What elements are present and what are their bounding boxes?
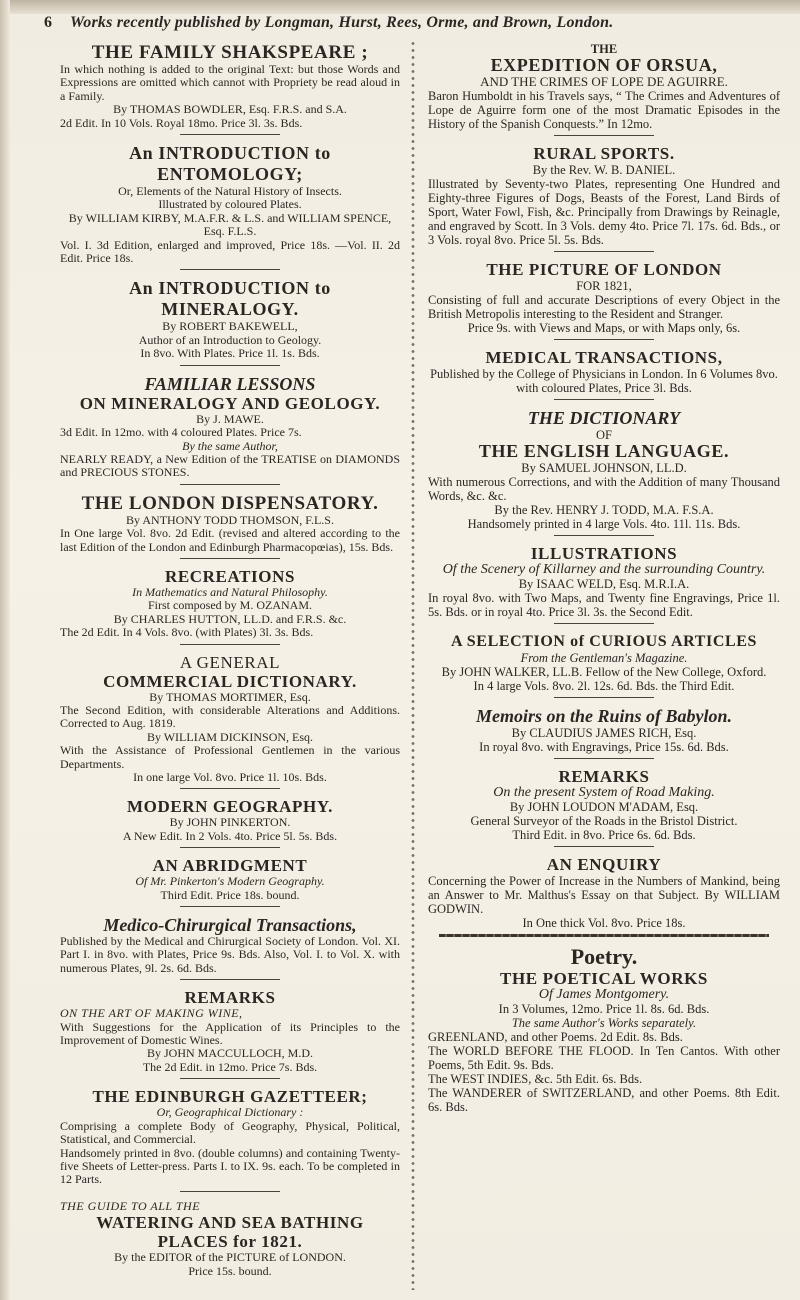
entry-line: AND THE CRIMES OF LOPE DE AGUIRRE. — [480, 74, 728, 89]
entry-shakespeare — [60, 42, 400, 135]
entry-line: By JOHN LOUDON M'ADAM, Esq. — [509, 800, 699, 814]
entry-line: The same Author's Works separately. — [511, 1016, 697, 1030]
entry-poetry — [428, 945, 780, 1114]
separator-rule — [554, 535, 654, 536]
separator-rule — [180, 788, 280, 789]
entry-title: ILLUSTRATIONS — [530, 544, 678, 563]
entry-line: Third Edit. Price 18s. bound. — [160, 887, 300, 902]
left-column — [60, 42, 400, 1286]
entry-subtitle: THE ENGLISH LANGUAGE. — [478, 441, 730, 461]
entry-title: REMARKS — [558, 767, 650, 786]
entry-line: By ISAAC WELD, Esq. M.R.I.A. — [518, 577, 690, 591]
column-divider — [408, 40, 418, 1290]
entry-subtitle: FOR 1821, — [576, 279, 632, 293]
entry-title: An INTRODUCTION to MINERALOGY. — [129, 278, 331, 320]
entry-killarney — [428, 544, 780, 624]
entry-line: The 2d Edit. in 12mo. Price 7s. Bds. — [142, 1059, 318, 1074]
entry-line: NEARLY READY, a New Edition of the TREATISE on DIAMONDS and PRECIOUS STONES. — [60, 451, 400, 480]
separator-rule — [554, 758, 654, 759]
separator-rule — [180, 134, 280, 135]
entry-line: In royal 8vo. with Engravings, Price 15s. 6d. Bds. — [479, 740, 729, 754]
entry-curious-articles — [428, 632, 780, 698]
entry-subtitle: COMMERCIAL DICTIONARY. — [103, 671, 357, 691]
separator-rule-heavy — [439, 934, 769, 937]
right-column — [428, 42, 780, 1122]
entry-line: In one large Vol. 8vo. Price 1l. 10s. Bds. — [133, 770, 327, 784]
entry-title: RURAL SPORTS. — [533, 144, 675, 163]
entry-line: By the EDITOR of the PICTURE of LONDON. — [114, 1250, 346, 1265]
entry-johnson-dictionary — [428, 408, 780, 536]
entry-line: From the Gentleman's Magazine. — [520, 651, 688, 665]
entry-gazetteer — [60, 1087, 400, 1191]
entry-line: GREENLAND, and other Poems. 2d Edit. 8s. Bds. — [428, 1030, 683, 1044]
separator-rule — [180, 847, 280, 848]
separator-rule — [554, 623, 654, 624]
entry-line: In One large Vol. 8vo. 2d Edit. (revised and altered according to the last Edition of the London and Edinburgh Pharmacopœias), 15s. Bds. — [60, 526, 400, 554]
entry-line: The Second Edition, with considerable Alterations and Additions. Corrected to Aug. 1819. — [60, 702, 400, 731]
entry-wine — [60, 988, 400, 1079]
entry-subtitle: ON THE ART OF MAKING WINE, — [60, 1006, 243, 1021]
entry-title: AN ENQUIRY — [546, 855, 662, 874]
entry-title: THE — [590, 42, 618, 56]
entry-line: Or, Elements of the Natural History of Insects. — [118, 184, 342, 199]
entry-line: With numerous Corrections, and with the Addition of many Thousand Words, &c. &c. — [428, 475, 780, 503]
separator-rule — [180, 484, 280, 485]
entry-line: By J. MAWE. — [196, 411, 264, 426]
entry-title: Memoirs on the Ruins of Babylon. — [475, 706, 733, 726]
entry-title: THE EDINBURGH GAZETTEER; — [92, 1087, 368, 1107]
entry-line: Published by the College of Physicians in London. In 6 Volumes 8vo. with coloured Plates, Price 3l. Bds. — [430, 367, 778, 395]
running-title: Works recently published by Longman, Hurst, Rees, Orme, and Brown, London. — [70, 14, 614, 31]
entry-rural-sports — [428, 144, 780, 252]
entry-line: By JOHN MACCULLOCH, M.D. — [146, 1046, 313, 1061]
entry-commercial-dictionary — [60, 653, 400, 790]
entry-line: General Surveyor of the Roads in the Bristol District. — [470, 814, 738, 828]
separator-rule — [180, 365, 280, 366]
entry-picture-of-london — [428, 260, 780, 340]
entry-line: By SAMUEL JOHNSON, LL.D. — [521, 461, 687, 475]
entry-line: Illustrated by coloured Plates. — [158, 197, 302, 212]
entry-subtitle: EXPEDITION OF ORSUA, — [490, 55, 718, 75]
page-number: 6 — [44, 14, 52, 31]
entry-title: A GENERAL — [179, 652, 281, 672]
entry-line: In Mathematics and Natural Philosophy. — [132, 584, 328, 599]
entry-line: By JOHN PINKERTON. — [169, 815, 291, 830]
entry-line: By THOMAS BOWDLER, Esq. F.R.S. and S.A. — [113, 102, 347, 117]
page-spine-shadow — [0, 0, 10, 1300]
entry-line: The WORLD BEFORE THE FLOOD. In Ten Cantos. With other Poems, 5th Edit. 9s. Bds. — [428, 1044, 780, 1072]
entry-title: THE FAMILY SHAKSPEARE ; — [91, 42, 369, 63]
entry-line: The WEST INDIES, &c. 5th Edit. 6s. Bds. — [428, 1072, 643, 1086]
entry-dispensatory — [60, 493, 400, 559]
separator-rule — [554, 697, 654, 698]
separator-rule — [180, 558, 280, 559]
entry-title: MEDICAL TRANSACTIONS, — [485, 348, 723, 367]
entry-line: With the Assistance of Professional Gentlemen in the various Departments. — [60, 743, 400, 771]
separator-rule — [554, 399, 654, 400]
entry-watering-places — [60, 1200, 400, 1278]
page-edge-shadow — [0, 0, 800, 14]
entry-title: THE DICTIONARY — [527, 408, 681, 428]
entry-line: In One thick Vol. 8vo. Price 18s. — [522, 916, 686, 930]
entry-title: MODERN GEOGRAPHY. — [126, 797, 334, 817]
entry-line: By CLAUDIUS JAMES RICH, Esq. — [511, 726, 697, 740]
entry-title: RECREATIONS — [164, 566, 296, 586]
entry-line: Of James Montgomery. — [538, 987, 670, 1002]
entry-line: Of the Scenery of Killarney and the surrounding Country. — [442, 562, 766, 577]
entry-line: In which nothing is added to the original Text: but those Words and Expressions are omitted which cannot with Propriety be read aloud in a Family. — [60, 62, 400, 103]
entry-line: By CHARLES HUTTON, LL.D. and F.R.S. &c. — [113, 611, 347, 626]
entry-title: FAMILIAR LESSONS — [144, 373, 316, 394]
entry-entomology — [60, 143, 400, 270]
separator-rule — [180, 269, 280, 270]
entry-line: By THOMAS MORTIMER, Esq. — [149, 689, 311, 704]
entry-title: THE LONDON DISPENSATORY. — [81, 492, 379, 514]
entry-line: In 4 large Vols. 8vo. 2l. 12s. 6d. Bds. the Third Edit. — [473, 679, 735, 693]
entry-enquiry — [428, 855, 780, 937]
entry-line: First composed by M. OZANAM. — [148, 598, 312, 613]
separator-rule — [180, 979, 280, 980]
entry-line: By ROBERT BAKEWELL, — [162, 319, 298, 334]
entry-line: By WILLIAM KIRBY, M.A.F.R. & L.S. and WILLIAM SPENCE, Esq. F.L.S. — [68, 210, 392, 239]
entry-title: THE GUIDE TO ALL THE — [60, 1198, 201, 1213]
entry-medical-transactions — [428, 348, 780, 400]
separator-rule — [180, 906, 280, 907]
entry-title: A SELECTION of CURIOUS ARTICLES — [450, 633, 758, 650]
entry-line: A New Edit. In 2 Vols. 4to. Price 5l. 5s. Bds. — [122, 828, 338, 843]
separator-rule — [554, 846, 654, 847]
entry-line: The WANDERER of SWITZERLAND, and other Poems. 8th Edit. 6s. Bds. — [428, 1086, 780, 1114]
entry-title: AN ABRIDGMENT — [152, 856, 308, 876]
entry-medico-chirurgical — [60, 915, 400, 980]
entry-line: By the same Author, — [182, 438, 278, 453]
entry-line: By ANTHONY TODD THOMSON, F.L.S. — [126, 512, 334, 527]
entry-line: With Suggestions for the Application of its Principles to the Improvement of Domestic Wines. — [60, 1019, 400, 1048]
entry-mineralogy — [60, 278, 400, 365]
entry-title: REMARKS — [184, 988, 276, 1008]
separator-rule — [180, 1078, 280, 1079]
separator-rule — [180, 644, 280, 645]
entry-modern-geography — [60, 797, 400, 848]
entry-line: By WILLIAM DICKINSON, Esq. — [146, 729, 314, 744]
entry-familiar-lessons — [60, 374, 400, 485]
entry-orsua — [428, 42, 780, 136]
entry-subtitle: WATERING AND SEA BATHING PLACES for 1821. — [96, 1213, 364, 1252]
separator-rule — [554, 251, 654, 252]
running-header — [44, 14, 784, 38]
entry-line: Consisting of full and accurate Descriptions of every Object in the British Metropolis interesting to the Resident and Stranger. — [428, 293, 780, 321]
entry-line: 2d Edit. In 10 Vols. Royal 18mo. Price 3l. 3s. Bds. — [60, 115, 303, 130]
entry-line: Illustrated by Seventy-two Plates, representing One Hundred and Eighty-three Figures of Dogs, Beasts of the Forest, Land Birds of Sport, Water Fowl, Fish, &c. Principally from Drawings by Reinagle, and engraved by Scott. In 3 Vols. demy 4to. Price 7l. 17s. 6d. Bds., or 3 Vols. royal 8vo. Price 5l. 5s. Bds. — [428, 177, 780, 247]
entry-line: Of Mr. Pinkerton's Modern Geography. — [135, 874, 325, 889]
entry-line: By JOHN WALKER, LL.B. Fellow of the New College, Oxford. — [441, 665, 767, 679]
entry-line: 3d Edit. In 12mo. with 4 coloured Plates. Price 7s. — [60, 425, 302, 440]
entry-line: Author of an Introduction to Geology. — [138, 332, 322, 347]
entry-line: On the present System of Road Making. — [493, 785, 715, 800]
entry-line: By the Rev. HENRY J. TODD, M.A. F.S.A. — [494, 503, 714, 517]
entry-line: In royal 8vo. with Two Maps, and Twenty fine Engravings, Price 1l. 5s. Bds. or in royal 4to. Price 3l. 3s. the Second Edit. — [428, 591, 780, 619]
entry-line: Or, Geographical Dictionary : — [156, 1105, 304, 1120]
entry-road-making — [428, 767, 780, 847]
separator-rule — [554, 135, 654, 136]
entry-line: The 2d Edit. In 4 Vols. 8vo. (with Plates) 3l. 3s. Bds. — [60, 625, 314, 640]
entry-subtitle: ON MINERALOGY AND GEOLOGY. — [79, 393, 381, 413]
entry-line: Third Edit. in 8vo. Price 6s. 6d. Bds. — [512, 828, 696, 842]
entry-recreations — [60, 567, 400, 645]
entry-line: Published by the Medical and Chirurgical Society of London. Vol. XI. Part I. in 8vo. with Plates, Price 9s. Bds. Also, Vol. I. to Vol. X. with numerous Plates, 9l. 2s. 6d. Bds. — [60, 934, 400, 975]
separator-rule — [554, 339, 654, 340]
entry-line: Handsomely printed in 8vo. (double columns) and containing Twenty-five Sheets of Letter-press. Parts I. to IX. 9s. each. To be completed in 12 Parts. — [60, 1145, 400, 1187]
entry-line: In 3 Volumes, 12mo. Price 1l. 8s. 6d. Bds. — [498, 1002, 710, 1016]
entry-line: Comprising a complete Body of Geography, Physical, Political, Statistical, and Commercial. — [60, 1118, 400, 1147]
separator-rule — [180, 1191, 280, 1192]
entry-title: An INTRODUCTION to ENTOMOLOGY; — [129, 143, 331, 185]
entry-title: Medico-Chirurgical Transactions, — [103, 915, 357, 936]
entry-line: Vol. I. 3d Edition, enlarged and improved, Price 18s. —Vol. II. 2d Edit. Price 18s. — [60, 237, 400, 266]
entry-subtitle: THE POETICAL WORKS — [500, 969, 708, 988]
entry-babylon — [428, 706, 780, 759]
entry-line: Price 9s. with Views and Maps, or with Maps only, 6s. — [467, 321, 741, 335]
entry-line: By the Rev. W. B. DANIEL. — [532, 163, 676, 177]
section-title: Poetry. — [570, 944, 638, 969]
entry-line: Price 15s. bound. — [188, 1263, 272, 1278]
entry-abridgment — [60, 856, 400, 907]
entry-line: Concerning the Power of Increase in the Numbers of Mankind, being an Answer to Mr. Malthus's Essay on that Subject. By WILLIAM GODWIN. — [428, 874, 780, 916]
entry-line: Handsomely printed in 4 large Vols. 4to. 11l. 11s. Bds. — [467, 517, 741, 531]
entry-subtitle: OF — [596, 428, 612, 442]
entry-line: Baron Humboldt in his Travels says, “ The Crimes and Adventures of Lope de Aguirre form one of the most Dramatic Episodes in the History of the Spanish Conquests.” In 12mo. — [428, 89, 780, 131]
entry-line: In 8vo. With Plates. Price 1l. 1s. Bds. — [140, 346, 320, 361]
entry-title: THE PICTURE OF LONDON — [486, 260, 722, 279]
